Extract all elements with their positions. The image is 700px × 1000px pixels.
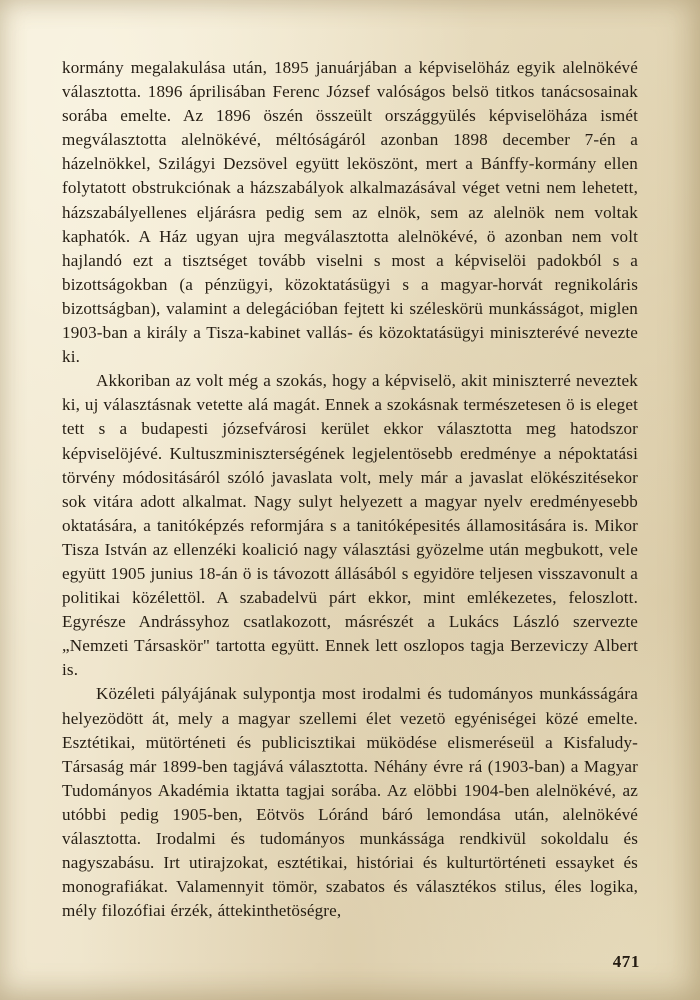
text-column [62, 56, 638, 923]
paragraph: kormány megalakulása után, 1895 januárjában a képviselöház egyik alelnökévé választotta. 1896 áprilisában Ferenc József valóságos belsö titkos tanácsosainak sorába emelte. Az 1896 öszén összeült országgyülés képviselöháza ismét megválasztotta alelnökévé, méltóságáról azonban 1898 december 7-én a házelnökkel, Szilágyi Dezsövel együtt leköszönt, mert a Bánffy-kormány ellen folytatott obstrukciónak a házszabályok alkalmazásával véget vetni nem lehetett, házszabályellenes eljárásra pedig sem az elnök, sem az alelnök nem voltak kaphatók. A Ház ugyan ujra megválasztotta alelnökévé, ö azonban nem volt hajlandó ezt a tisztséget tovább viselni s most a képviselöi padokból s a bizottságokban (a pénzügyi, közoktatásügyi s a magyar-horvát regnikoláris bizottságban), valamint a delegációban fejtett ki széleskörü munkásságot, miglen 1903-ban a király a Tisza-kabinet vallás- és közoktatásügyi miniszterévé nevezte ki. [62, 58, 638, 367]
body-text [62, 56, 638, 923]
paragraph: Közéleti pályájának sulypontja most irodalmi és tudományos munkásságára helyezödött át, mely a magyar szellemi élet vezetö egyéniségei közé emelte. Esztétikai, mütörténeti és publicisztikai müködése elismeréseül a Kisfaludy-Társaság már 1899-ben tagjává választotta. Néhány évre rá (1903-ban) a Magyar Tudományos Akadémia iktatta tagjai sorába. Az elöbbi 1904-ben alelnökévé, az utóbbi pedig 1905-ben, Eötvös Lóránd báró lemondása után, alelnökévé választotta. Irodalmi és tudományos munkássága rendkivül sokoldalu és nagyszabásu. Irt utirajzokat, esztétikai, históriai és kulturtörténeti essayket és monografiákat. Valamennyit tömör, szabatos és választékos stilus, éles logika, mély filozófiai érzék, áttekinthetöségre, [62, 684, 638, 921]
page-number: 471 [612, 952, 640, 971]
paragraph: Akkoriban az volt még a szokás, hogy a képviselö, akit miniszterré neveztek ki, uj választásnak vetette alá magát. Ennek a szokásnak természetesen ö is eleget tett s a budapesti józsefvárosi kerület ekkor választotta meg hatodszor képviselöjévé. Kultuszminiszterségének legjelentösebb eredménye a népoktatási törvény módositásáról szóló javaslata volt, mely már a javaslat elökészitésekor sok vitára adott alkalmat. Nagy sulyt helyezett a magyar nyelv eredményesebb oktatására, a tanitóképzés reformjára s a tanitóképesités államositására is. Mikor Tisza István az ellenzéki koalició nagy választási gyözelme után megbukott, vele együtt 1905 junius 18-án ö is távozott állásából s egyidöre teljesen visszavonult a politikai közélettöl. A szabadelvü párt ekkor, mint emlékezetes, feloszlott. Egyrésze Andrássyhoz csatlakozott, másrészét a Lukács László szervezte „Nemzeti Társaskör" tartotta együtt. Ennek lett oszlopos tagja Berzeviczy Albert is. [62, 371, 638, 680]
